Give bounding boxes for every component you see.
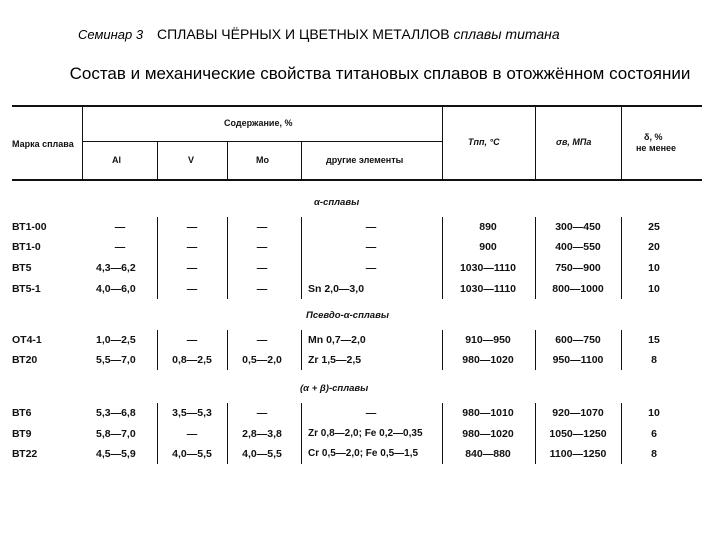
cell-al: 4,3—6,2 xyxy=(96,262,136,274)
cell-sigma: 800—1000 xyxy=(552,283,604,295)
col-divider-al xyxy=(157,142,158,179)
cell-mo: 4,0—5,5 xyxy=(242,448,282,460)
cell-delta: 10 xyxy=(648,283,660,295)
header-al: Al xyxy=(112,155,121,165)
header-bottom-rule xyxy=(12,179,702,181)
cell-mo: — xyxy=(256,283,268,295)
cell-mo: — xyxy=(256,407,268,419)
cell-sigma: 400—550 xyxy=(555,241,601,253)
col-divider-mo xyxy=(301,142,302,179)
cell-other: Sn 2,0—3,0 xyxy=(308,283,365,295)
col-divider-v xyxy=(227,142,228,179)
cell-delta: 8 xyxy=(651,448,657,460)
cell-t: 980—1010 xyxy=(462,407,514,419)
cell-grade: ВТ5-1 xyxy=(12,283,41,295)
cell-delta: 8 xyxy=(651,354,657,366)
section-title: α-сплавы xyxy=(314,197,360,208)
header-grade: Марка сплава xyxy=(12,139,74,149)
cell-t: 980—1020 xyxy=(462,354,514,366)
cell-grade: ВТ9 xyxy=(12,428,32,440)
cell-sigma: 950—1100 xyxy=(552,354,604,366)
cell-v: — xyxy=(186,262,198,274)
cell-al: — xyxy=(114,221,126,233)
cell-v: 0,8—2,5 xyxy=(172,354,212,366)
content-subheader-rule xyxy=(82,141,442,142)
cell-v: 3,5—5,3 xyxy=(172,407,212,419)
subsection-title: сплавы титана xyxy=(453,26,560,42)
cell-al: 5,8—7,0 xyxy=(96,428,136,440)
cell-v: — xyxy=(186,334,198,346)
cell-sigma: 600—750 xyxy=(555,334,601,346)
cell-al: 1,0—2,5 xyxy=(96,334,136,346)
cell-t: 900 xyxy=(479,241,497,253)
section-title: СПЛАВЫ ЧЁРНЫХ И ЦВЕТНЫХ МЕТАЛЛОВ xyxy=(156,26,450,42)
cell-v: — xyxy=(186,428,198,440)
cell-mo: — xyxy=(256,262,268,274)
slide-title: Состав и механические свойства титановых сплавов в отожжённом состоянии xyxy=(69,64,691,83)
cell-v: — xyxy=(186,283,198,295)
cell-v: — xyxy=(186,241,198,253)
cell-other: — xyxy=(365,221,377,233)
cell-v: — xyxy=(186,221,198,233)
cell-mo: — xyxy=(256,241,268,253)
cell-t: 890 xyxy=(479,221,497,233)
cell-mo: — xyxy=(256,221,268,233)
cell-other: — xyxy=(365,241,377,253)
cell-delta: 10 xyxy=(648,262,660,274)
col-divider-grade xyxy=(82,107,83,179)
cell-delta: 20 xyxy=(648,241,660,253)
cell-al: 5,3—6,8 xyxy=(96,407,136,419)
cell-grade: ВТ22 xyxy=(12,448,38,460)
cell-t: 840—880 xyxy=(465,448,511,460)
cell-delta: 10 xyxy=(648,407,660,419)
cell-sigma: 1050—1250 xyxy=(549,428,607,440)
cell-mo: 2,8—3,8 xyxy=(242,428,282,440)
header-v: V xyxy=(188,155,195,165)
col-divider-sigma xyxy=(621,107,622,179)
section-title: Псевдо-α-сплавы xyxy=(306,310,389,321)
cell-grade: ОТ4-1 xyxy=(12,334,42,346)
header-other: другие элементы xyxy=(326,155,404,165)
cell-sigma: 750—900 xyxy=(555,262,601,274)
cell-grade: ВТ6 xyxy=(12,407,32,419)
table-top-rule xyxy=(12,105,702,107)
cell-t: 1030—1110 xyxy=(459,262,517,274)
header-delta: δ, % xyxy=(644,132,663,142)
cell-sigma: 1100—1250 xyxy=(549,448,607,460)
cell-mo: 0,5—2,0 xyxy=(242,354,282,366)
cell-other: Mn 0,7—2,0 xyxy=(308,334,366,346)
cell-other: Zr 1,5—2,5 xyxy=(308,354,362,366)
header-t: Tпп, °C xyxy=(468,137,500,147)
header-mo: Mo xyxy=(256,155,269,165)
cell-grade: ВТ1-00 xyxy=(12,221,47,233)
cell-delta: 15 xyxy=(648,334,660,346)
cell-other: Cr 0,5—2,0; Fe 0,5—1,5 xyxy=(308,448,419,459)
section-title: (α + β)-сплавы xyxy=(300,383,369,394)
cell-grade: ВТ1-0 xyxy=(12,241,41,253)
seminar-label: Семинар 3 xyxy=(78,27,144,42)
cell-al: 4,5—5,9 xyxy=(96,448,136,460)
cell-delta: 25 xyxy=(648,221,660,233)
cell-al: — xyxy=(114,241,126,253)
cell-sigma: 300—450 xyxy=(555,221,601,233)
cell-t: 980—1020 xyxy=(462,428,514,440)
cell-other: — xyxy=(365,407,377,419)
cell-grade: ВТ5 xyxy=(12,262,32,274)
cell-delta: 6 xyxy=(651,428,657,440)
cell-other: — xyxy=(365,262,377,274)
cell-sigma: 920—1070 xyxy=(552,407,604,419)
header-delta-note: не менее xyxy=(636,143,677,153)
cell-al: 4,0—6,0 xyxy=(96,283,136,295)
cell-other: Zr 0,8—2,0; Fe 0,2—0,35 xyxy=(308,428,423,439)
header-content: Содержание, % xyxy=(224,118,293,128)
header-sigma: σв, МПа xyxy=(556,137,592,147)
cell-grade: ВТ20 xyxy=(12,354,38,366)
col-divider-t xyxy=(535,107,536,179)
col-divider-content xyxy=(442,107,443,179)
cell-mo: — xyxy=(256,334,268,346)
cell-t: 910—950 xyxy=(465,334,511,346)
cell-v: 4,0—5,5 xyxy=(172,448,212,460)
cell-t: 1030—1110 xyxy=(459,283,517,295)
cell-al: 5,5—7,0 xyxy=(96,354,136,366)
